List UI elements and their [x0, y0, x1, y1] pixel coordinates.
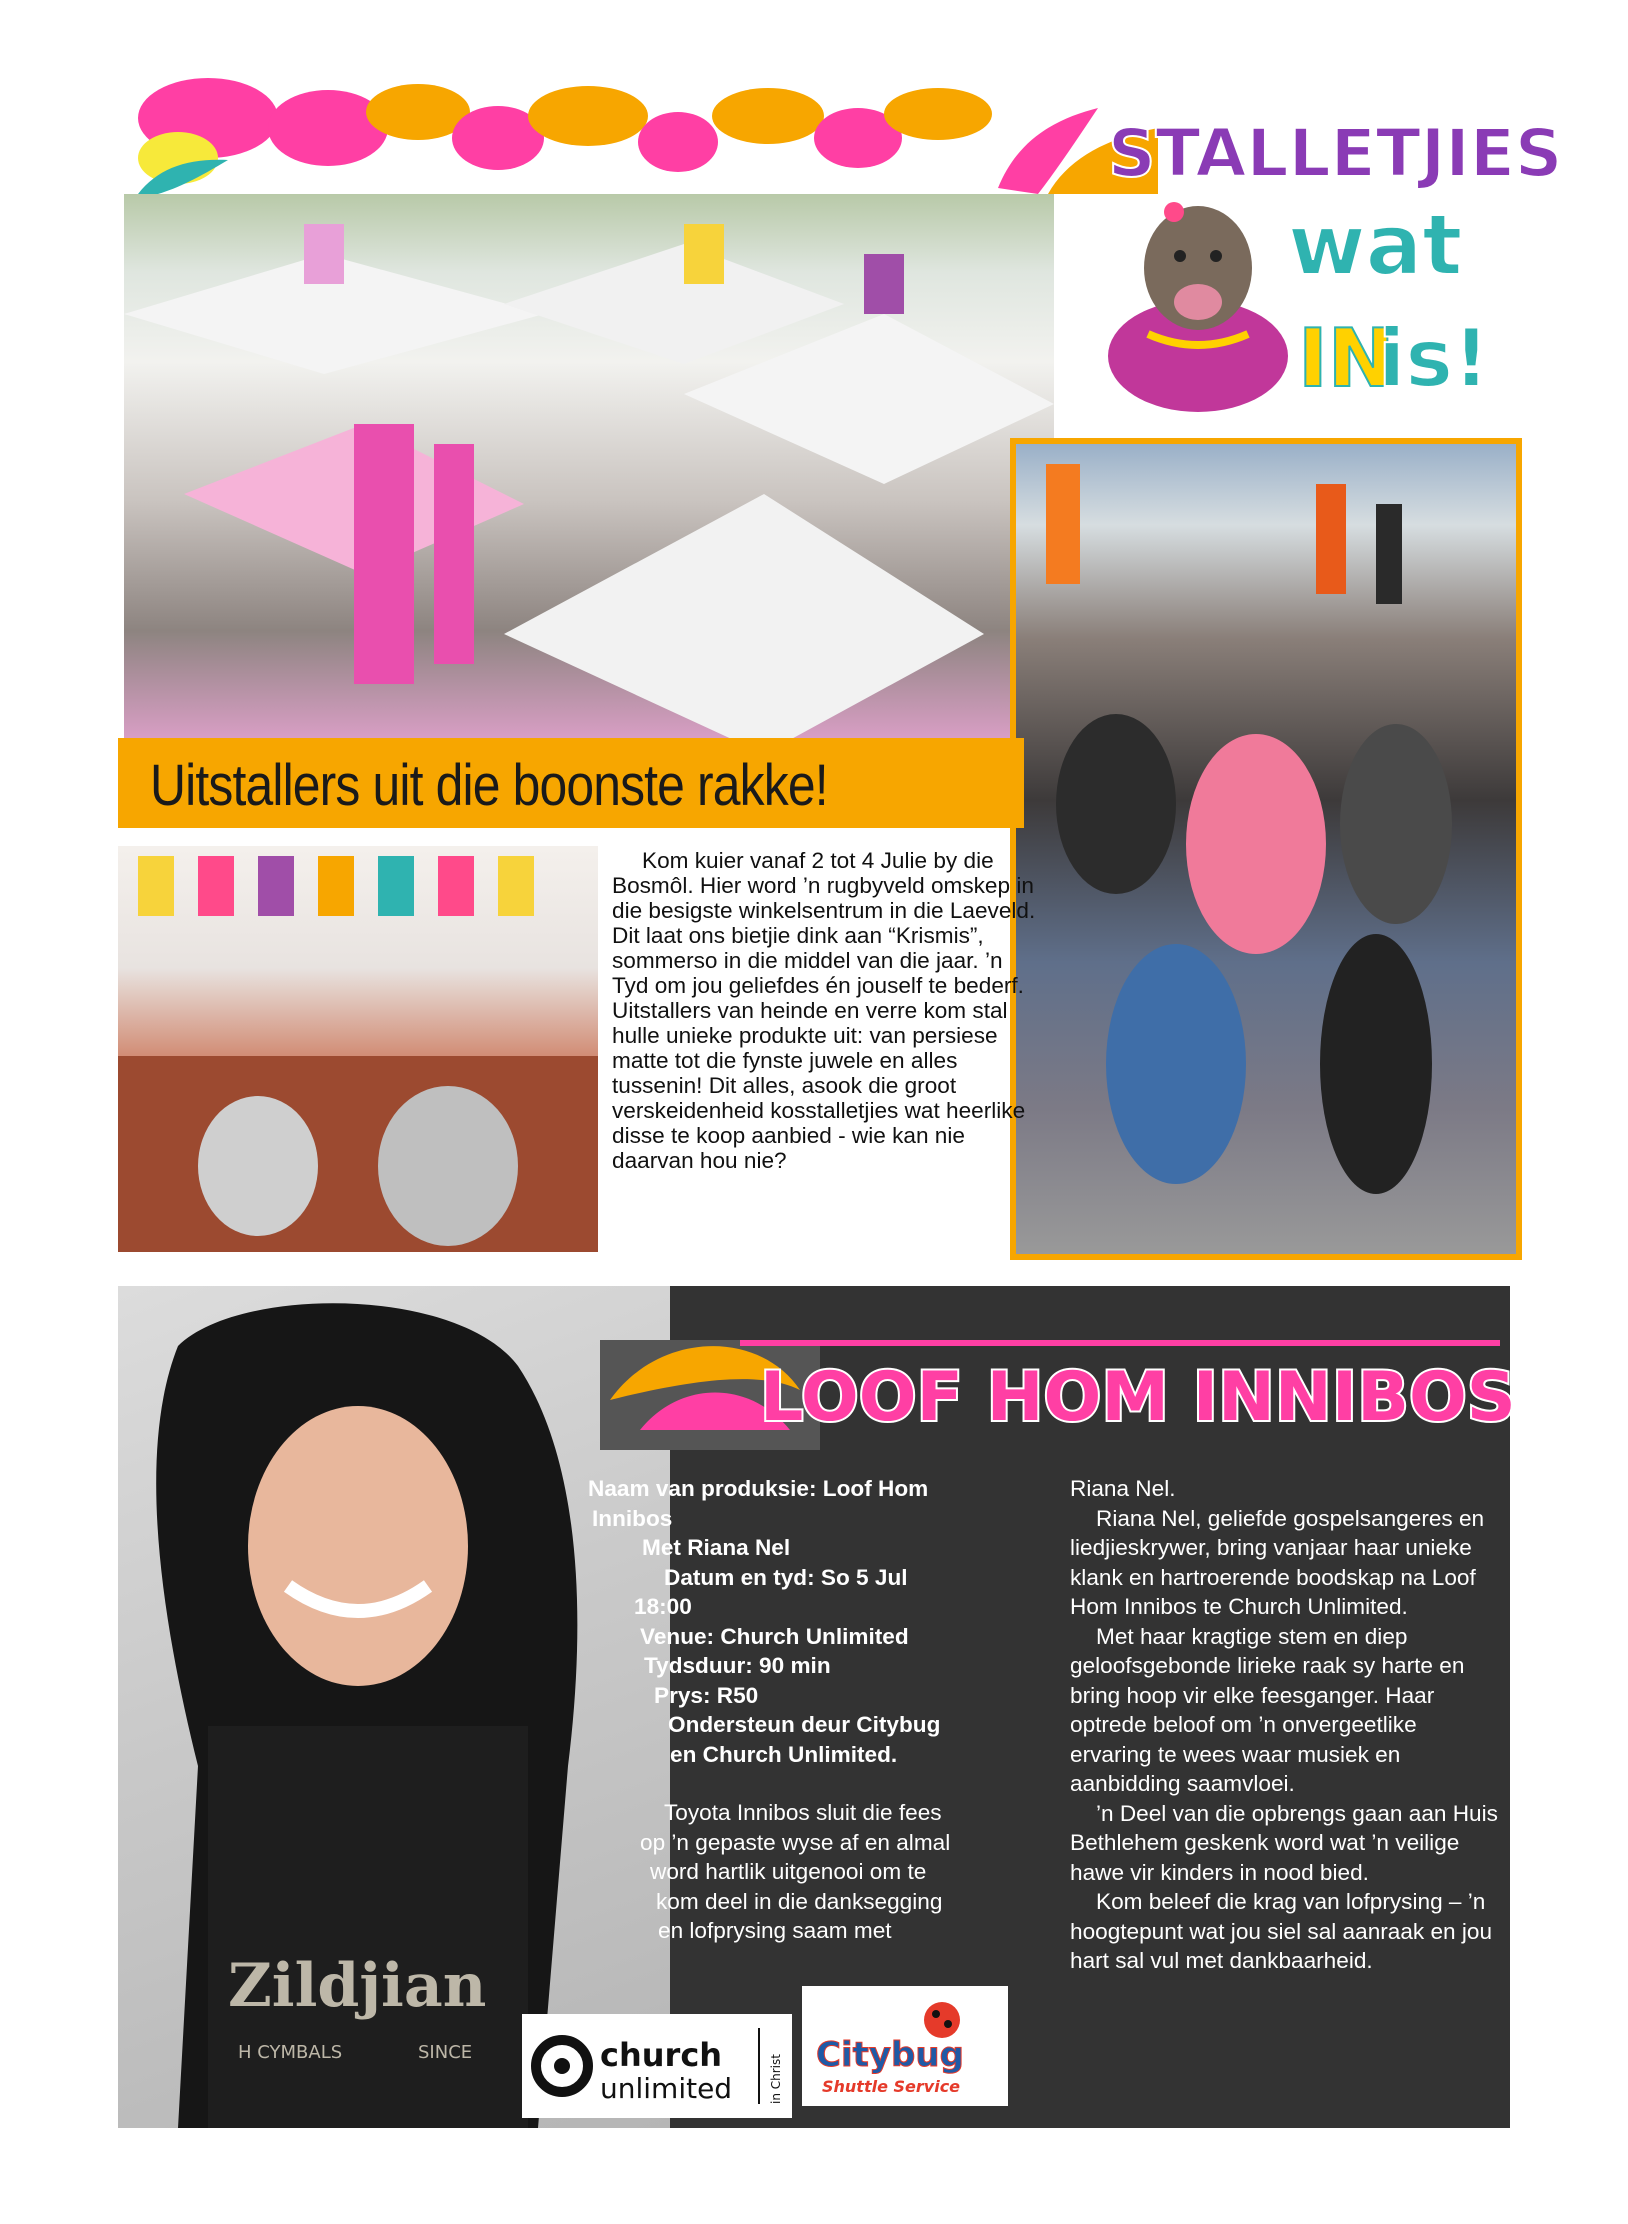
shirt-text: Zildjian [228, 1951, 487, 2021]
detail-line: Met Riana Nel [642, 1535, 791, 1560]
feature-paragraph: Kom kuier vanaf 2 tot 4 Julie by die Bosmôl. Hier word ’n rugbyveld omskep in die besigste winkelsentrum in die Laeveld. Dit laat ons bietjie dink aan “Krismis”, sommerso in die middel van die jaar. ’n Tyd om jou geliefdes én jouself te bederf. Uitstallers van heinde en verre kom stal hulle unieke produkte uit: van persiese matte tot die fynste juwele en alles tussenin! Dit alles, asook die groot verskeidenheid kosstalletjies wat heerlike disse te koop aanbied - wie kan nie daarvan hou nie? [612, 848, 1036, 1173]
market-tents-photo [124, 194, 1054, 754]
warthog-mascot-icon [1108, 202, 1288, 412]
shirt-sub: H CYMBALS [238, 2042, 343, 2063]
description-paragraph: Riana Nel, geliefde gospelsangeres en liedjieskrywer, bring vanjaar haar unieke klank en hartroerende boodskap na Loof Hom Innibos te Church Unlimited. [1070, 1505, 1485, 1619]
feature-heading: Uitstallers uit die boonste rakke! [150, 753, 828, 818]
intro-line: kom deel in die danksegging [656, 1888, 943, 1914]
stalletjies-title-graphic [1088, 106, 1563, 422]
intro-line: word hartlik uitgenooi om te [650, 1859, 927, 1884]
feature-body [612, 848, 1042, 1173]
description-paragraph: ’n Deel van die opbrengs gaan aan Huis Bethlehem geskenk word wat ’n veilige hawe vir kinders in nood bied. [1070, 1800, 1498, 1885]
title-line-2: wat [1288, 196, 1463, 294]
detail-line: Ondersteun deur Citybug [668, 1712, 941, 1737]
detail-line: Naam van produksie: Loof Hom [588, 1476, 929, 1501]
production-title: LOOF HOM INNIBOS [760, 1358, 1516, 1437]
tent-audience-photo [118, 846, 598, 1252]
citybug-logo [802, 1986, 1008, 2106]
title-line-3b: is! [1378, 312, 1490, 405]
title-line-1: STALLETJIES [1108, 115, 1563, 192]
intro-line: op ’n gepaste wyse af en almal [640, 1829, 951, 1855]
production-title-graphic [600, 1320, 1516, 1460]
church-word: church [600, 2036, 723, 2074]
decorative-banner [118, 98, 1158, 194]
description-paragraph: Riana Nel. [1070, 1476, 1176, 1501]
detail-line: Prys: R50 [654, 1682, 759, 1708]
church-unlimited-logo [522, 2014, 792, 2118]
detail-line: Venue: Church Unlimited [640, 1623, 909, 1649]
shirt-since: SINCE [418, 2042, 473, 2063]
intro-line: Toyota Innibos sluit die fees [664, 1800, 942, 1825]
detail-line: 18:00 [634, 1594, 692, 1619]
detail-line: Innibos [592, 1505, 673, 1531]
description-paragraph: Kom beleef die krag van lofprysing – ’n hoogtepunt wat jou siel sal aanraak en jou hart sal vul met dankbaarheid. [1070, 1889, 1493, 1973]
title-line-3a: IN [1298, 312, 1395, 405]
detail-line: Tydsduur: 90 min [644, 1653, 831, 1678]
description-paragraph: Met haar kragtige stem en diep geloofsgebonde lirieke raak sy harte en bring hoop vir elke feesganger. Haar optrede beloof om ’n onvergeetlike ervaring te wees waar musiek en aanbidding saamvloei. [1070, 1623, 1465, 1796]
crowd-photo [1010, 438, 1522, 1260]
unlimited-word: unlimited [600, 2072, 733, 2105]
feature-heading-bar [118, 738, 1024, 828]
citybug-word: Citybug [816, 2035, 964, 2075]
production-intro [640, 1798, 1020, 1946]
production-description [1070, 1474, 1500, 1976]
intro-line: en lofprysing saam met [658, 1918, 892, 1943]
citybug-sub: Shuttle Service [822, 2077, 961, 2096]
detail-line: en Church Unlimited. [670, 1741, 898, 1767]
church-side: in Christ [769, 2054, 783, 2104]
production-details [588, 1474, 1028, 1769]
detail-line: Datum en tyd: So 5 Jul [664, 1564, 908, 1590]
